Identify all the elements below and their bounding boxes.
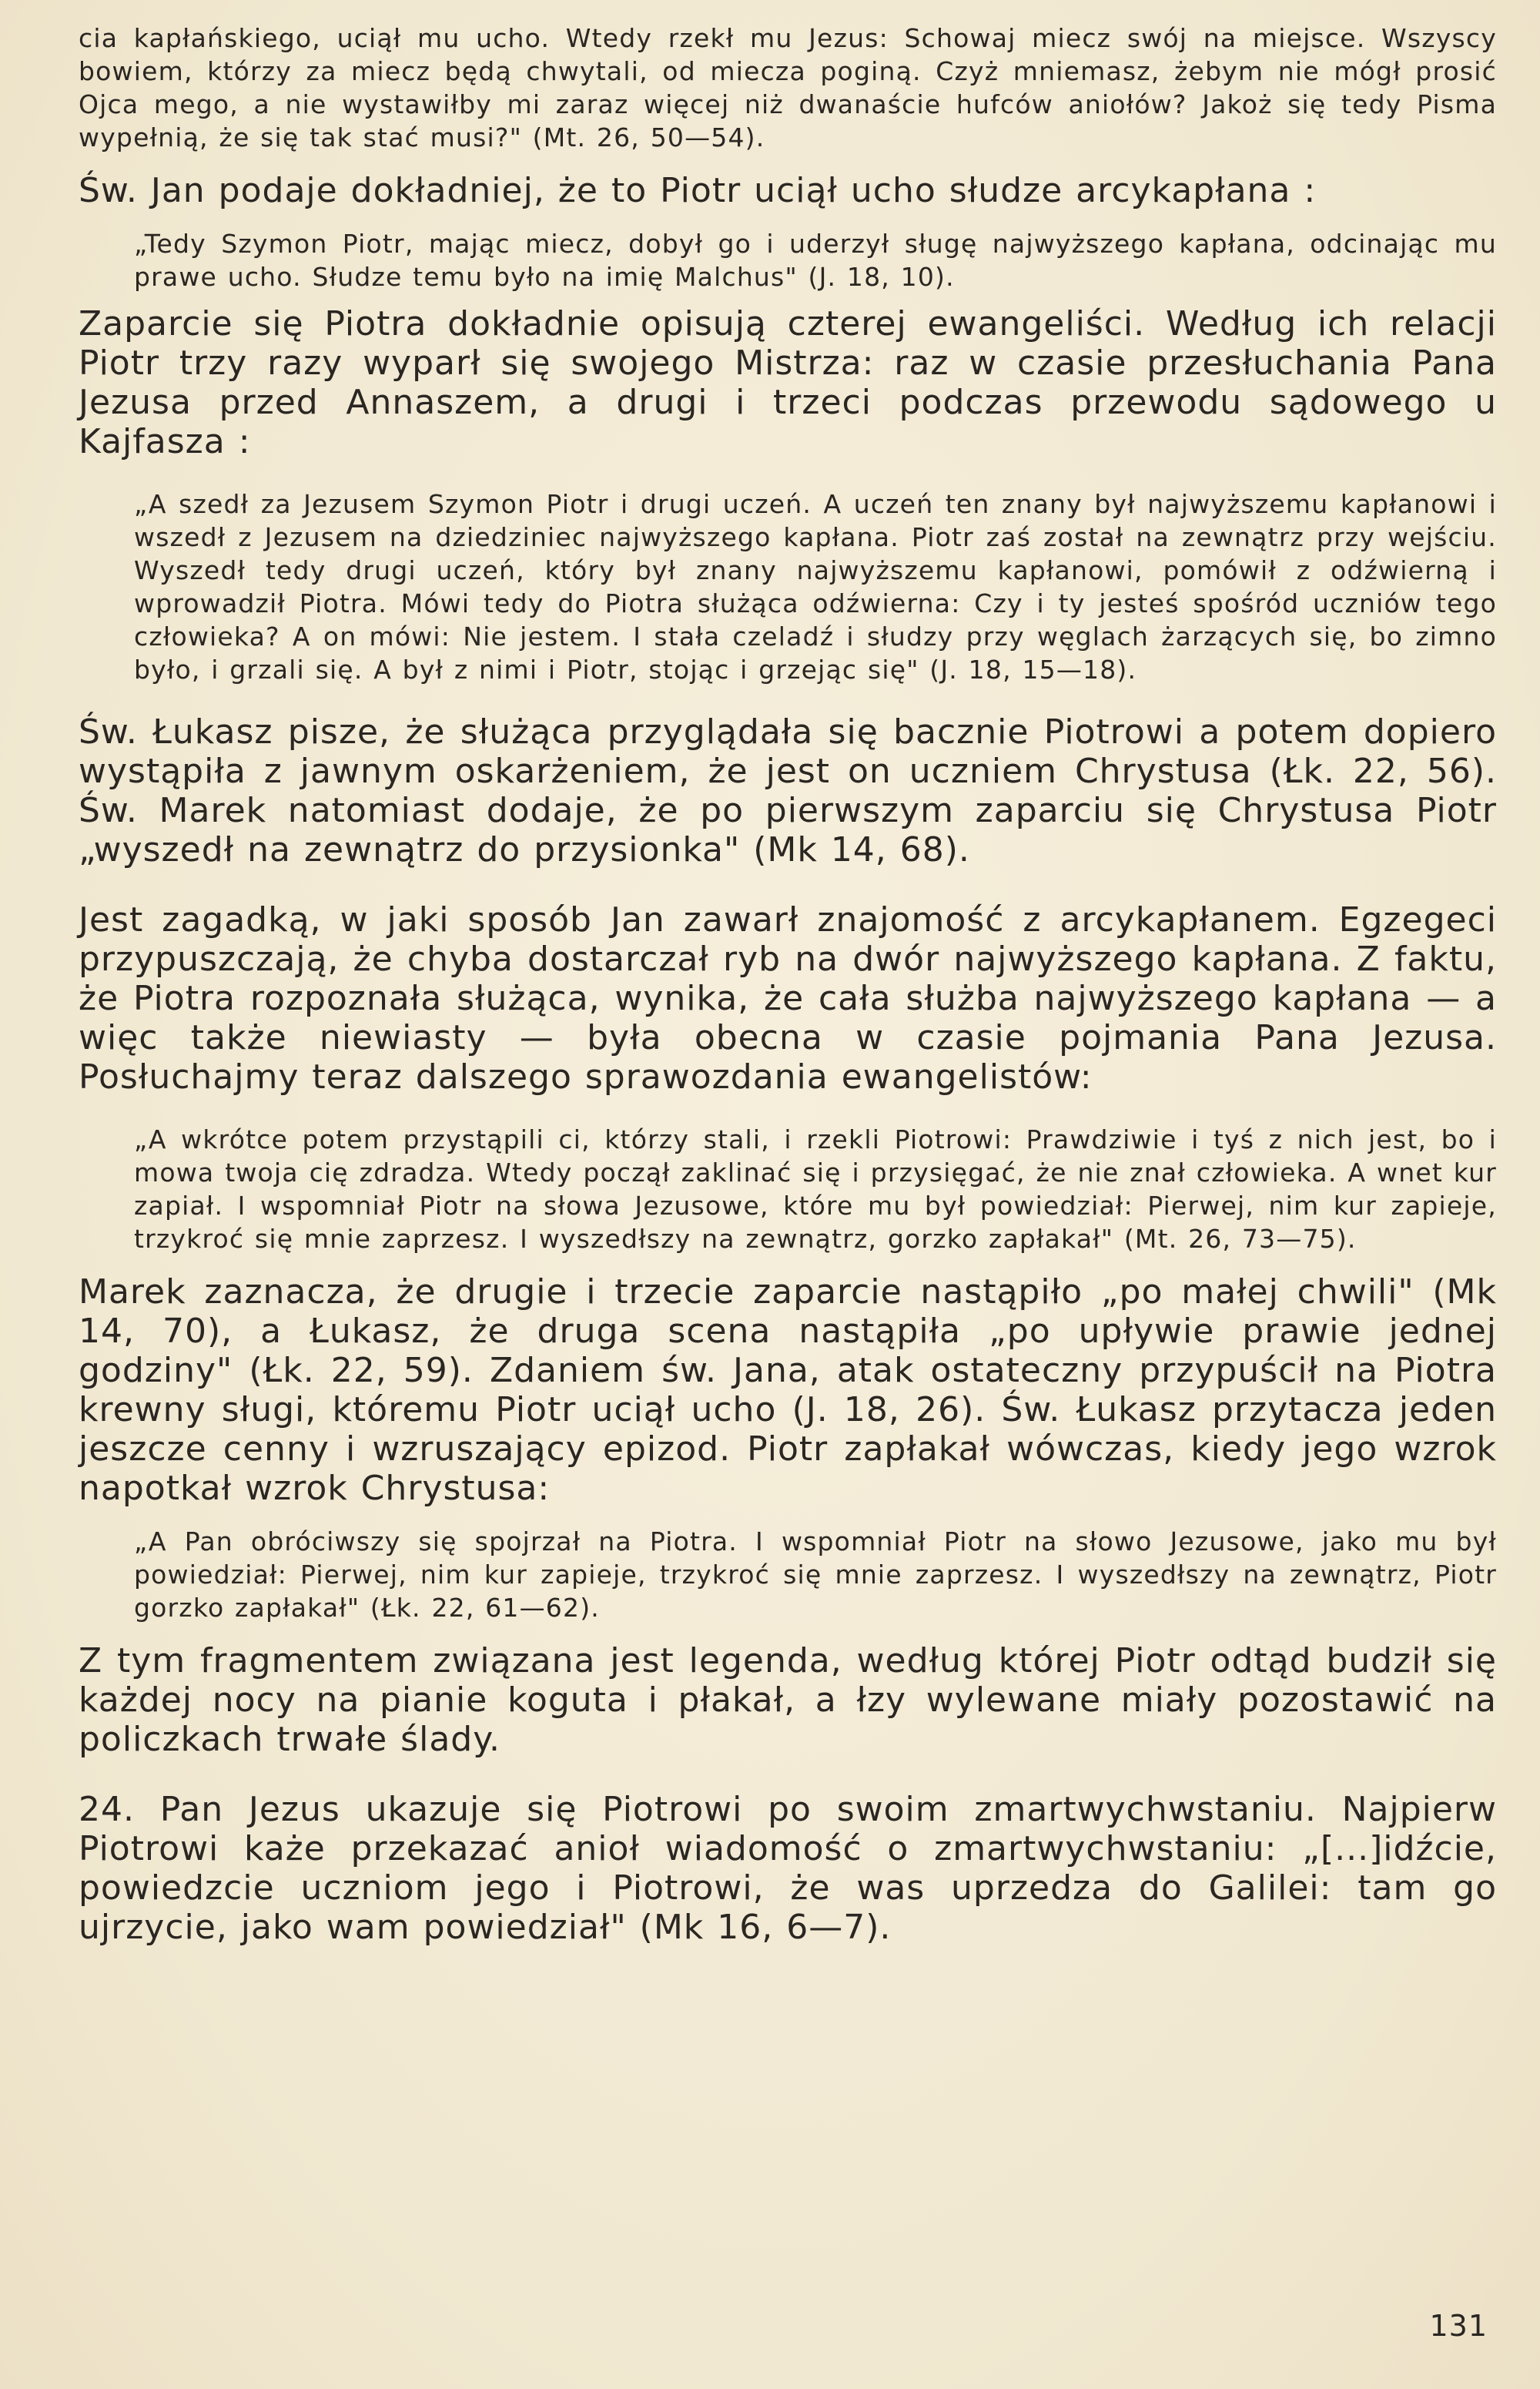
page-body — [79, 22, 1497, 1947]
body-paragraph: Jest zagadką, w jaki sposób Jan zawarł znajomość z arcykapłanem. Egzegeci przypuszczają, że chyba dostarczał ryb na dwór najwyższego kapłana. Z faktu, że Piotra rozpoznała służąca, wynika, że cała służba najwyższego kapłana — a więc także niewiasty — była obecna w czasie pojmania Pana Jezusa. Posłuchajmy teraz dalszego sprawozdania ewangelistów: — [79, 900, 1497, 1097]
body-paragraph: Zaparcie się Piotra dokładnie opisują czterej ewangeliści. Według ich relacji Piotr trzy razy wyparł się swojego Mistrza: raz w czasie przesłuchania Pana Jezusa przed Annaszem, a drugi i trzeci podczas przewodu sądowego u Kajfasza : — [79, 304, 1497, 461]
body-paragraph: Marek zaznacza, że drugie i trzecie zaparcie nastąpiło „po małej chwili" (Mk 14, 70), a Łukasz, że druga scena nastąpiła „po upływie prawie jednej godziny" (Łk. 22, 59). Zdaniem św. Jana, atak ostateczny przypuścił na Piotra krewny sługi, któremu Piotr uciął ucho (J. 18, 26). Św. Łukasz przytacza jeden jeszcze cenny i wzruszający epizod. Piotr zapłakał wówczas, kiedy jego wzrok napotkał wzrok Chrystusa: — [79, 1272, 1497, 1508]
body-paragraph: Św. Jan podaje dokładniej, że to Piotr uciął ucho słudze arcykapłana : — [79, 171, 1317, 210]
body-paragraph: 24. Pan Jezus ukazuje się Piotrowi po swoim zmartwychwstaniu. Najpierw Piotrowi każe przekazać anioł wiadomość o zmartwychwstaniu: „[...]idźcie, powiedzcie uczniom jego i Piotrowi, że was uprzedza do Galilei: tam go ujrzycie, jako wam powiedział" (Mk 16, 6—7). — [79, 1790, 1497, 1947]
quote-paragraph: cia kapłańskiego, uciął mu ucho. Wtedy rzekł mu Jezus: Schowaj miecz swój na miejsce. Wszyscy bowiem, którzy za miecz będą chwytali, od miecza poginą. Czyż mniemasz, żebym nie mógł prosić Ojca mego, a nie wystawiłby mi zaraz więcej niż dwanaście hufców aniołów? Jakoż się tedy Pisma wypełnią, że się tak stać musi?" (Mt. 26, 50—54). — [79, 23, 1497, 152]
body-paragraph: Św. Łukasz pisze, że służąca przyglądała się bacznie Piotrowi a potem dopiero wystąpiła z jawnym oskarżeniem, że jest on uczniem Chrystusa (Łk. 22, 56). Św. Marek natomiast dodaje, że po pierwszym zaparciu się Chrystusa Piotr „wyszedł na zewnątrz do przysionka" (Mk 14, 68). — [79, 712, 1497, 869]
quote-paragraph: „Tedy Szymon Piotr, mając miecz, dobył go i uderzył sługę najwyższego kapłana, odcinając mu prawe ucho. Słudze temu było na imię Malchus" (J. 18, 10). — [134, 229, 1497, 292]
quote-paragraph: „A szedł za Jezusem Szymon Piotr i drugi uczeń. A uczeń ten znany był najwyższemu kapłanowi i wszedł z Jezusem na dziedziniec najwyższego kapłana. Piotr zaś został na zewnątrz przy wejściu. Wyszedł tedy drugi uczeń, który był znany najwyższemu kapłanowi, pomówił z odźwierną i wprowadził Piotra. Mówi tedy do Piotra służąca odźwierna: Czy i ty jesteś spośród uczniów tego człowieka? A on mówi: Nie jestem. I stała czeladź i słudzy przy węglach żarzących się, bo zimno było, i grzali się. A był z nimi i Piotr, stojąc i grzejąc się" (J. 18, 15—18). — [134, 489, 1497, 685]
quote-paragraph: „A Pan obróciwszy się spojrzał na Piotra. I wspomniał Piotr na słowo Jezusowe, jako mu był powiedział: Pierwej, nim kur zapieje, trzykroć się mnie zaprzesz. I wyszedłszy na zewnątrz, Piotr gorzko zapłakał" (Łk. 22, 61—62). — [134, 1526, 1497, 1623]
page-number: 131 — [1429, 2309, 1488, 2343]
body-paragraph: Z tym fragmentem związana jest legenda, według której Piotr odtąd budził się każdej nocy na pianie koguta i płakał, a łzy wylewane miały pozostawić na policzkach trwałe ślady. — [79, 1641, 1497, 1759]
quote-paragraph: „A wkrótce potem przystąpili ci, którzy stali, i rzekli Piotrowi: Prawdziwie i tyś z nich jest, bo i mowa twoja cię zdradza. Wtedy począł zaklinać się i przysięgać, że nie znał człowieka. A wnet kur zapiał. I wspomniał Piotr na słowa Jezusowe, które mu był powiedział: Pierwej, nim kur zapieje, trzykroć się mnie zaprzesz. I wyszedłszy na zewnątrz, gorzko zapłakał" (Mt. 26, 73—75). — [134, 1124, 1497, 1254]
